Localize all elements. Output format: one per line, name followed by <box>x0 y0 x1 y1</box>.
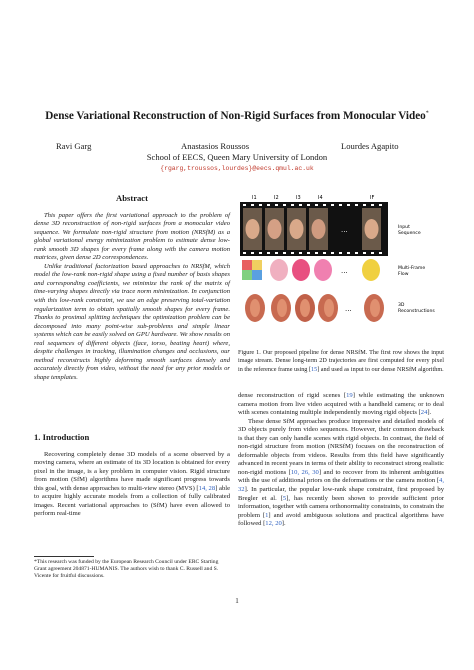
abstract-body <box>34 212 230 383</box>
citation-link[interactable]: 24 <box>420 409 428 417</box>
ellipsis-label: ... <box>341 226 348 234</box>
footnote-text: *This research was funded by the European Research Council under ERC Starting Grant agreement 204871-HUMANIS. The authors wish to thank C. Russell and S. Vicente for fruitful discussions. <box>34 559 219 579</box>
frame-label: IF <box>370 195 375 201</box>
pipeline-figure <box>238 192 444 342</box>
abstract-paragraph: This paper offers the first variational approach to the problem of dense 3D reconstruction of non-rigid surfaces from a monocular video sequence. We formulate non-rigid structure from motion (NRSfM) as a global variational energy minimization problem to estimate dense low-rank smooth 3D shapes for every frame along with the camera motion matrices, given dense 2D correspondences. <box>34 211 230 262</box>
citation-link[interactable]: 12, 20 <box>265 520 282 528</box>
flow-label: Flow <box>398 272 409 277</box>
author-name: Anastasios Roussos <box>181 141 250 151</box>
intro-section <box>34 433 230 519</box>
affiliation: School of EECS, Queen Mary University of London <box>146 152 328 162</box>
author-name: Lourdes Agapito <box>341 141 399 151</box>
figure-caption: Figure 1. Our proposed pipeline for dense NRSfM. The first row shows the input image stream. Dense long-term 2D trajectories are first computed for every pixel in the reference frame using [15] and used as input to our dense NRSfM algorithm. <box>238 349 444 373</box>
frame-label: I3 <box>296 195 301 201</box>
citation-link[interactable]: 14, 28 <box>198 484 216 492</box>
footnote-rule <box>34 556 94 557</box>
citation-link[interactable]: 19 <box>346 392 353 399</box>
paper-title: Dense Variational Reconstruction of Non-Rigid Surfaces from Monocular Video* <box>45 110 429 122</box>
footnote <box>34 556 230 580</box>
input-sequence-label: Sequence <box>398 231 421 236</box>
citation-link[interactable]: 5 <box>282 494 287 502</box>
abstract-paragraph: Unlike traditional factorization based approaches to NRSfM, which model the low-rank non-rigid shape using a fixed number of basis shapes and corresponding coefficients, we minimize the rank of the matrix of time-varying shapes directly via trace norm minimization. In conjunction with this low-rank constraint, we use an edge preserving total-variation regularization term to obtain spatially smooth shapes for every frame. Thanks to proximal splitting techniques the optimization problem can be decomposed into many point-wise sub-problems and simple linear systems which can be easily solved on GPU hardware. We show results on real sequences of different objects (face, torso, beating heart) where, despite challenges in tracking, illumination changes and occlusions, our method reconstructs highly deforming smooth surfaces densely and accurately directly from video, without the need for any prior models or shape templates. <box>34 262 230 381</box>
citation-link[interactable]: 15 <box>311 365 318 373</box>
author-emails: {rgarg,troussos,lourdes}@eecs.qmul.ac.uk <box>160 165 314 172</box>
ellipsis-label: ... <box>341 267 348 275</box>
intro-paragraph: Recovering completely dense 3D models of a scene observed by a moving camera, where an estimate of its 3D location is obtained for every pixel in the image, is a key problem in computer vision. Rigid structure from motion (SfM) algorithms have made significant progress towards this goal, with dense approaches to multi-view stereo (MVS) [14, 28] able to acquire highly accurate models from a collection of fully calibrated images. Recent variational approaches to (SfM) have even allowed to perform real-time <box>34 450 231 518</box>
reconstruction-label: 3D <box>398 303 405 308</box>
right-column-text <box>238 392 444 529</box>
intro-paragraph: These dense SfM approaches produce impressive and detailed models of 3D objects purely from video sequences. However, their common drawback is that they can only handle scenes with rigid objects. In contrast, the field of non-rigid structure from motion (NRSfM) focuses on the reconstruction of deformable objects from videos. Results from this field have significantly advanced in recent years in terms of their ability to reconstruct strong realistic non-rigid motions [10, 26, 30] and to recover from its inherent ambiguities with the use of additional priors on the deformations or the camera motion [4, 32]. In particular, the popular low-rank shape constraint, first proposed by Bregler et al. [5], has recently been shown to provide sufficient prior information, together with camera orthonormality constraints, to constrain the problem [1] and avoid ambiguous solutions and practical algorithms have followed [12, 20]. <box>238 417 444 528</box>
title-footnote-marker: * <box>425 110 429 117</box>
flow-label: Multi-Frame <box>398 266 426 271</box>
frame-label: I2 <box>274 195 279 201</box>
citation-link[interactable]: 10, 26, 30 <box>290 468 319 476</box>
intro-paragraph: dense reconstruction of rigid scenes [19] while estimating the unknown camera motion from live video acquired with a handheld camera; or to deal with scenes containing multiple independently moving rigid objects [24]. <box>238 392 444 417</box>
citation-link[interactable]: 1 <box>265 511 269 519</box>
page-number: 1 <box>235 597 239 605</box>
left-column <box>34 194 230 382</box>
reconstruction-label: Reconstructions <box>398 309 435 314</box>
author-name: Ravi Garg <box>56 141 92 151</box>
frame-label: I4 <box>318 195 323 201</box>
flow-maps <box>242 259 380 281</box>
frame-label: I1 <box>252 195 257 201</box>
input-sequence-label: Input <box>398 225 410 230</box>
ellipsis-label: ... <box>345 305 352 313</box>
reconstruction-meshes <box>245 294 384 322</box>
intro-body <box>34 451 230 519</box>
citation-link[interactable]: 4, 32 <box>238 477 444 494</box>
intro-heading: 1. Introduction <box>34 432 90 442</box>
abstract-heading: Abstract <box>116 193 148 203</box>
